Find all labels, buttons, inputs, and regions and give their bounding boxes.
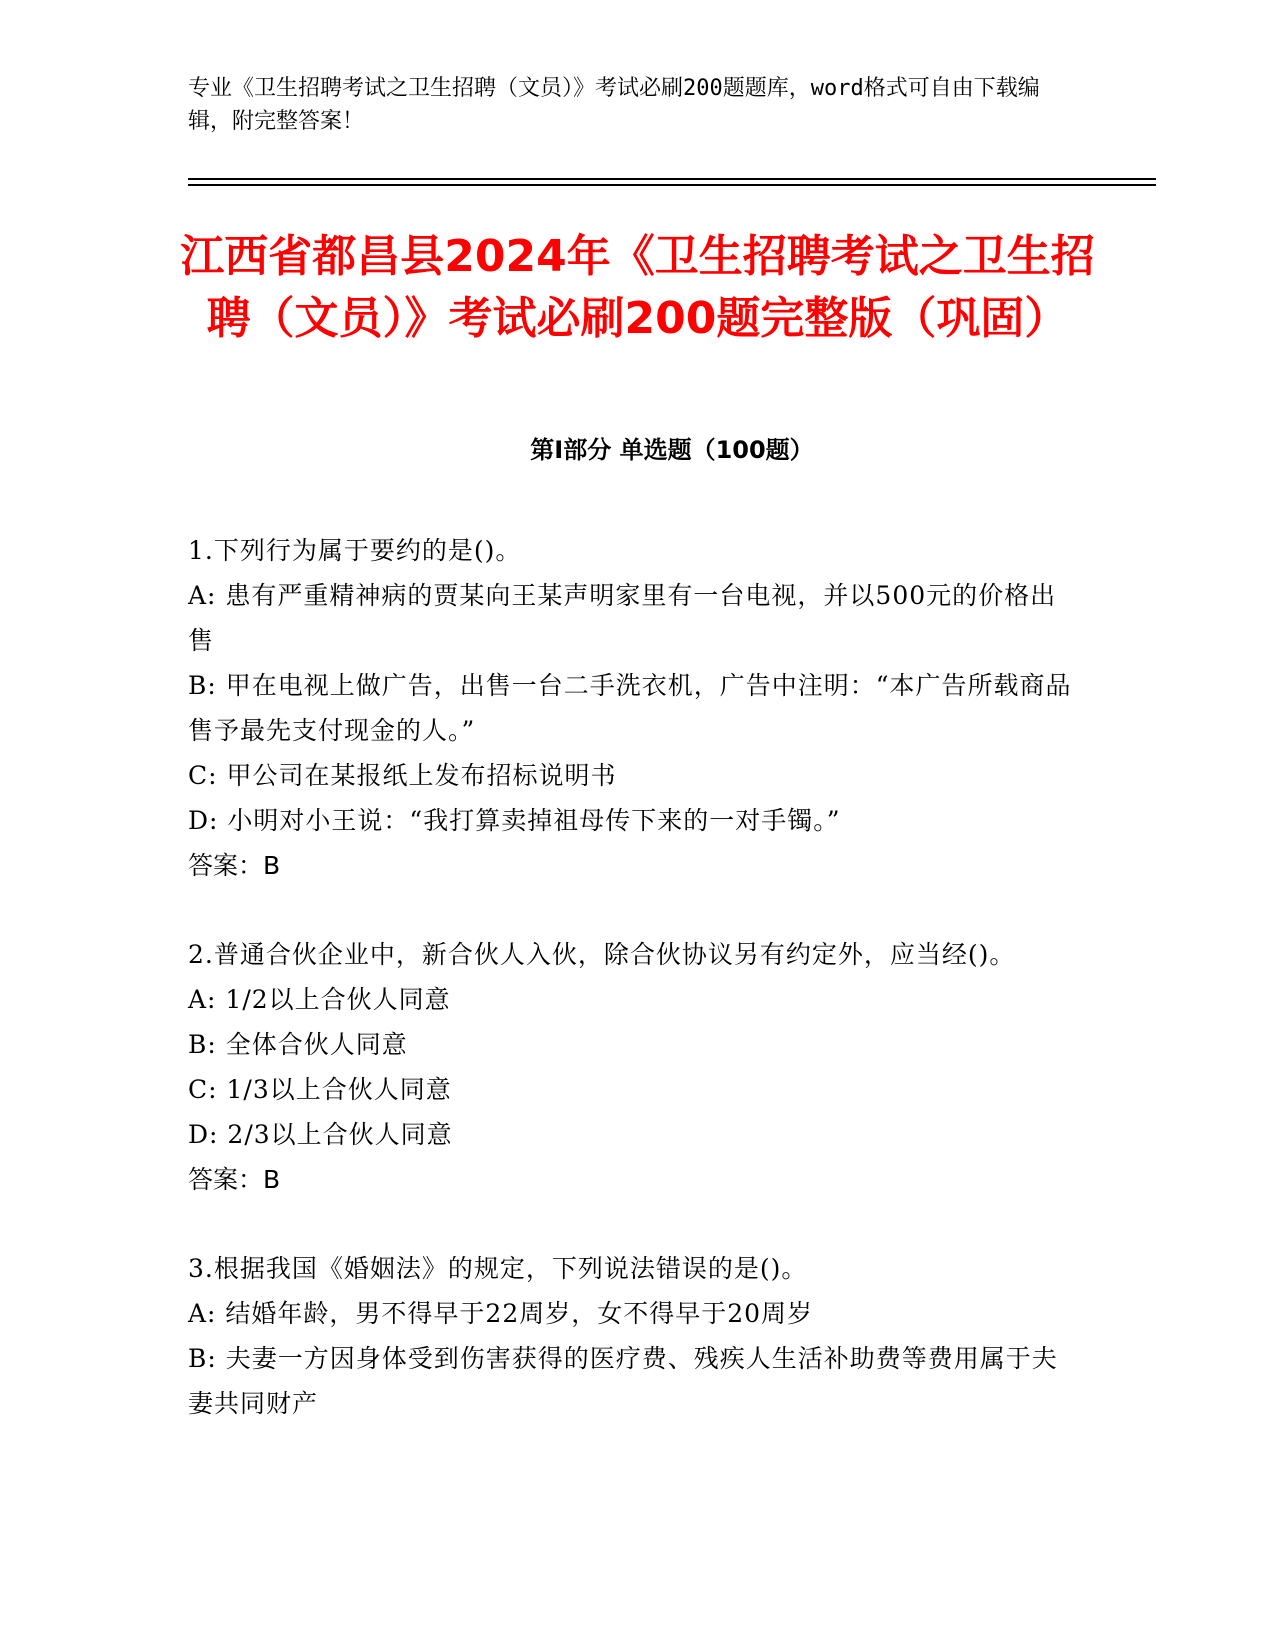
option-b: B: 甲在电视上做广告，出售一台二手洗衣机，广告中注明：“本广告所载商品售予最先支付现金的人。” (188, 671, 1072, 745)
answer-text: 答案：B (188, 1165, 281, 1194)
option-d: D: 2/3以上合伙人同意 (188, 1120, 453, 1149)
question-item (188, 528, 1078, 888)
answer-text: 答案：B (188, 851, 281, 880)
question-text: 3.根据我国《婚姻法》的规定，下列说法错误的是()。 (188, 1254, 808, 1283)
question-text: 1.下列行为属于要约的是()。 (188, 536, 522, 565)
option-a: A: 1/2以上合伙人同意 (188, 985, 451, 1014)
option-b: B: 夫妻一方因身体受到伤害获得的医疗费、残疾人生活补助费等费用属于夫妻共同财产 (188, 1344, 1058, 1418)
header-divider-top (188, 178, 1156, 180)
question-list (188, 528, 1078, 1470)
option-d: D: 小明对小王说：“我打算卖掉祖母传下来的一对手镯。” (188, 806, 841, 835)
option-a: A: 患有严重精神病的贾某向王某声明家里有一台电视，并以500元的价格出售 (188, 581, 1057, 655)
option-a: A: 结婚年龄，男不得早于22周岁，女不得早于20周岁 (188, 1299, 814, 1328)
option-c: C: 甲公司在某报纸上发布招标说明书 (188, 761, 617, 790)
question-text: 2.普通合伙企业中，新合伙人入伙，除合伙协议另有约定外，应当经()。 (188, 940, 1016, 969)
section-title: 第I部分 单选题（100题） (530, 436, 814, 464)
header-divider-bottom (188, 184, 1156, 186)
question-item (188, 1246, 1078, 1426)
question-item (188, 932, 1078, 1202)
header-note: 专业《卫生招聘考试之卫生招聘（文员）》考试必刷200题题库，word格式可自由下载编辑，附完整答案！ (188, 76, 1040, 134)
document-title: 江西省都昌县2024年《卫生招聘考试之卫生招聘（文员）》考试必刷200题完整版（巩固） (180, 231, 1095, 344)
option-b: B: 全体合伙人同意 (188, 1030, 408, 1059)
option-c: C: 1/3以上合伙人同意 (188, 1075, 452, 1104)
